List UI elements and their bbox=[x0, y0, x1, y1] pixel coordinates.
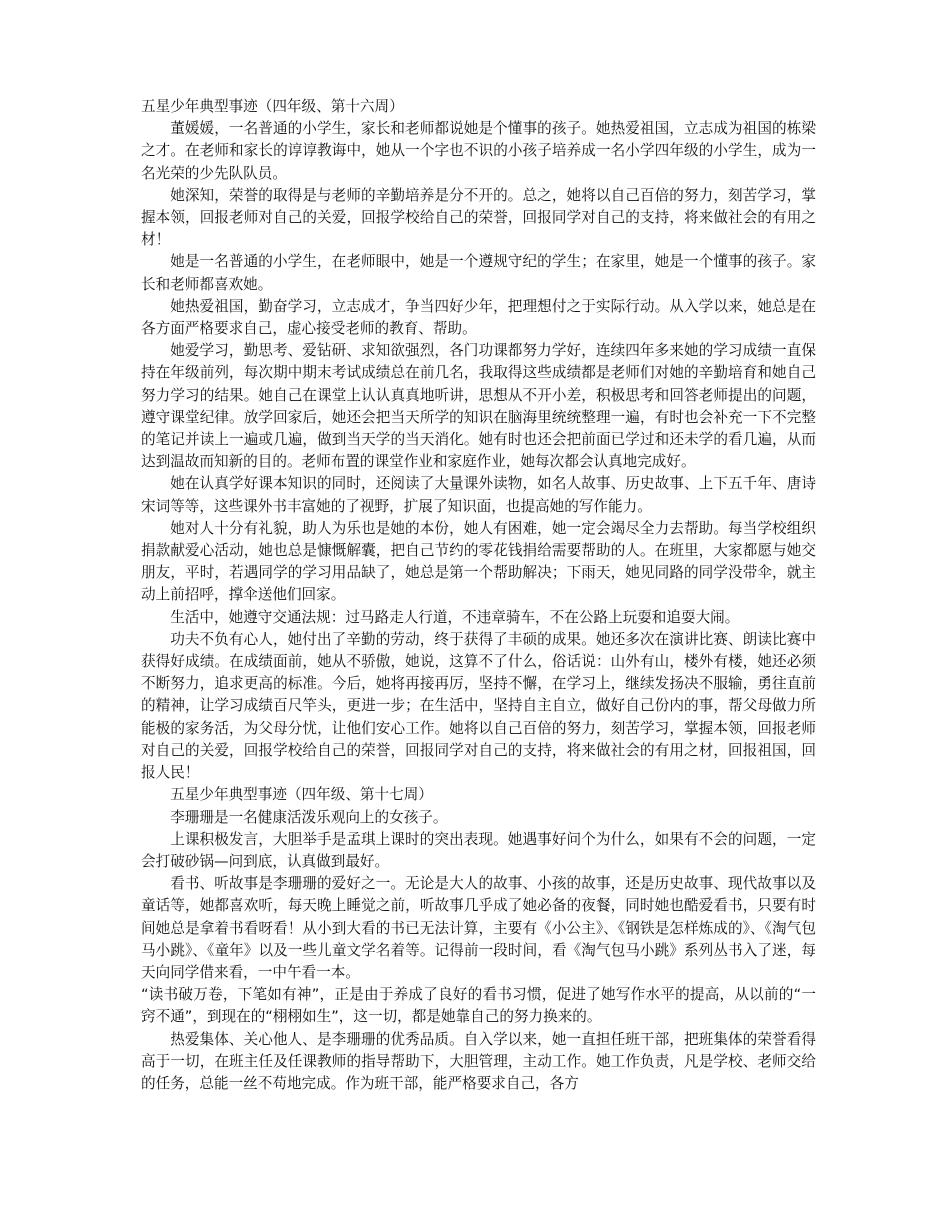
paragraph: 李珊珊是一名健康活泼乐观向上的女孩子。 bbox=[170, 808, 448, 826]
paragraph: 她对人十分有礼貌，助人为乐也是她的本份，她人有困难，她一定会竭尽全力去帮助。每当学校组织捐款献爱心活动，她也总是慷慨解囊，把自己节约的零花钱捐给需要帮助的人。在班里，大家都愿与她交朋友，平时，若遇同学的学习用品缺了，她总是第一个帮助解决；下雨天，她见同路的同学没带伞，就主动上前招呼，撑伞送他们回家。 bbox=[141, 519, 816, 604]
paragraph: 生活中，她遵守交通法规：过马路走人行道，不违章骑车，不在公路上玩耍和追耍大闹。 bbox=[170, 608, 740, 626]
paragraph: 看书、听故事是李珊珊的爱好之一。无论是大人的故事、小孩的故事，还是历史故事、现代故事以及童话等，她都喜欢听，每天晚上睡觉之前，听故事几乎成了她必备的夜餐，同时她也酷爱看书，只要有时间她总是拿着书看呀看！从小到大看的书已无法计算，主要有《小公主》、《钢铁是怎样炼成的》、《淘气包马小跳》、《童年》以及一些儿童文学名着等。记得前一段时间，看《淘气包马小跳》系列丛书入了迷，每天向同学借来看，一中午看一本。 bbox=[141, 875, 816, 981]
paragraph: 热爱集体、关心他人、是李珊珊的优秀品质。自入学以来，她一直担任班干部，把班集体的荣誉看得高于一切，在班主任及任课教师的指导帮助下，大胆管理，主动工作。她工作负责，凡是学校、老师交给的任务，总能一丝不苟地完成。作为班干部，能严格要求自己，各方 bbox=[141, 1030, 816, 1092]
document-title: 五星少年典型事迹（四年级、第十六周） bbox=[141, 98, 404, 115]
section-subtitle: 五星少年典型事迹（四年级、第十七周） bbox=[170, 786, 433, 804]
paragraph: 董媛媛，一名普通的小学生，家长和老师都说她是个懂事的孩子。她热爱祖国，立志成为祖国的栋梁之才。在老师和家长的谆谆教诲中，她从一个字也不识的小孩子培养成一名小学四年级的小学生，成为一名光荣的少先队队员。 bbox=[141, 120, 816, 182]
paragraph: 上课积极发言，大胆举手是孟琪上课时的突出表现。她遇事好问个为什么，如果有不会的问题，一定会打破砂锅—问到底，认真做到最好。 bbox=[141, 830, 816, 870]
paragraph: 功夫不负有心人，她付出了辛勤的劳动，终于获得了丰硕的成果。她还多次在演讲比赛、朗读比赛中获得好成绩。在成绩面前，她从不骄傲，她说，这算不了什么，俗话说：山外有山，楼外有楼，她还必须不断努力，追求更高的标准。今后，她将再接再厉，坚持不懈，在学习上，继续发扬决不服输，勇往直前的精神，让学习成绩百尺竿头，更进一步；在生活中，坚持自主自立，做好自己份内的事，帮父母做力所能极的家务活，为父母分忧，让他们安心工作。她将以自己百倍的努力，刻苦学习，掌握本领，回报老师对自己的关爱，回报学校给自己的荣誉，回报同学对自己的支持，将来做社会的有用之材，回报祖国，回报人民！ bbox=[141, 630, 816, 782]
paragraph: 她热爱祖国，勤奋学习，立志成才，争当四好少年，把理想付之于实际行动。从入学以来，她总是在各方面严格要求自己，虚心接受老师的教育、帮助。 bbox=[141, 297, 816, 338]
paragraph: 她是一名普通的小学生，在老师眼中，她是一个遵规守纪的学生；在家里，她是一个懂事的孩子。家长和老师都喜欢她。 bbox=[141, 253, 816, 293]
document-page bbox=[141, 96, 816, 1095]
quote-paragraph: “读书破万卷，下笔如有神”，正是由于养成了良好的看书习惯，促进了她写作水平的提高，从以前的“一窍不通”，到现在的“栩栩如生”，这一切，都是她靠自己的努力换来的。 bbox=[141, 986, 816, 1026]
paragraph: 她爱学习，勤思考、爱钻研、求知欲强烈，各门功课都努力学好，连续四年多来她的学习成绩一直保持在年级前列，每次期中期末考试成绩总在前几名，我取得这些成绩都是老师们对她的辛勤培育和她自己努力学习的结果。她自己在课堂上认认真真地听讲，思想从不开小差，积极思考和回答老师提出的问题，遵守课堂纪律。放学回家后，她还会把当天所学的知识在脑海里统统整理一遍，有时也会补充一下不完整的笔记并读上一遍或几遍，做到当天学的当天消化。她有时也还会把前面已学过和还未学的看几遍，从而达到温故而知新的目的。老师布置的课堂作业和家庭作业，她每次都会认真地完成好。 bbox=[141, 342, 816, 471]
paragraph: 她在认真学好课本知识的同时，还阅读了大量课外读物，如名人故事、历史故事、上下五千年、唐诗宋词等等，这些课外书丰富她的了视野，扩展了知识面，也提高她的写作能力。 bbox=[141, 475, 816, 515]
paragraph: 她深知，荣誉的取得是与老师的辛勤培养是分不开的。总之，她将以自己百倍的努力，刻苦学习，掌握本领，回报老师对自己的关爱，回报学校给自己的荣誉，回报同学对自己的支持，将来做社会的有用之材！ bbox=[141, 186, 816, 249]
